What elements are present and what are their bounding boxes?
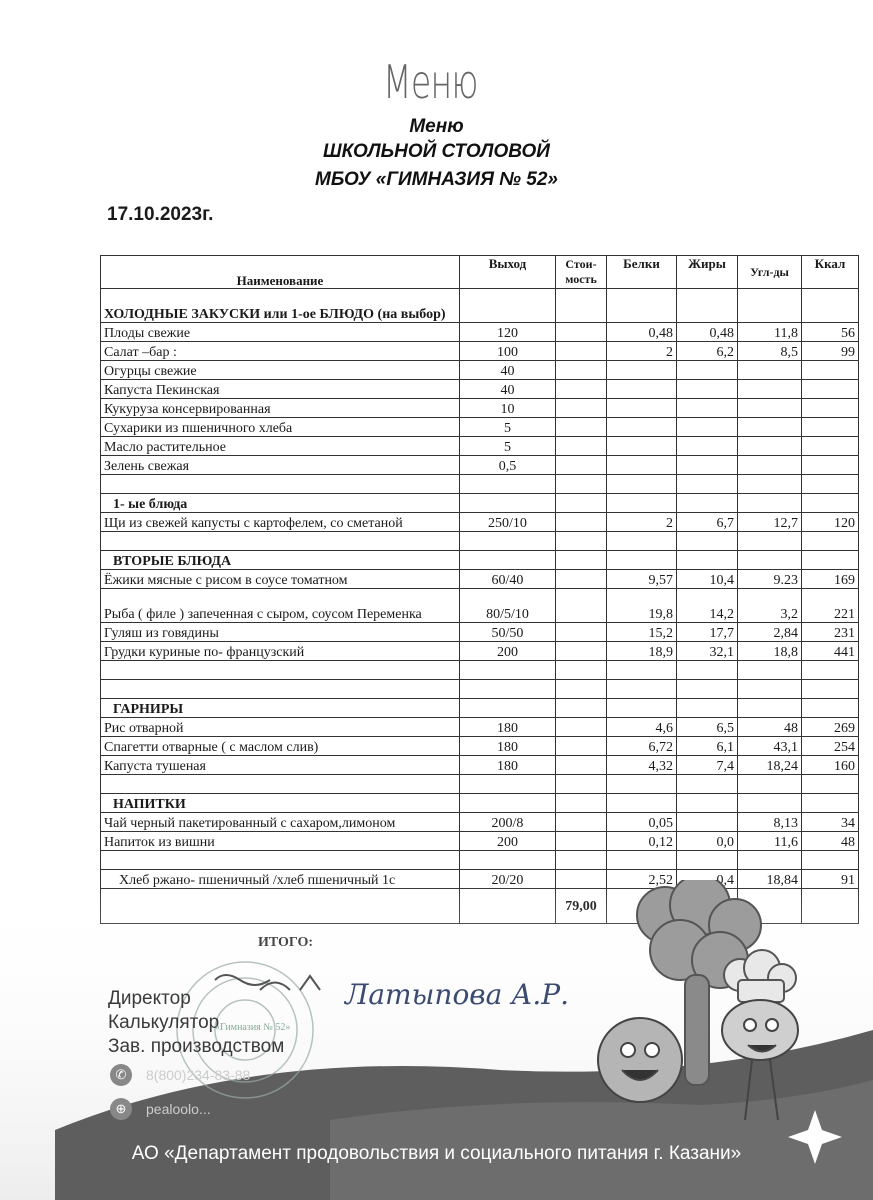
table-row — [101, 361, 859, 380]
table-row — [101, 475, 859, 494]
calculator-label: Калькулятор — [108, 1012, 220, 1033]
cell-fat — [677, 813, 738, 832]
cell-protein — [607, 551, 677, 570]
cell-protein: 6,72 — [607, 737, 677, 756]
cell-carbs: 18,24 — [738, 756, 802, 775]
header-name: Наименование — [101, 256, 460, 289]
table-row — [101, 680, 859, 699]
cell-kcal — [802, 289, 859, 323]
cell-cost — [556, 794, 607, 813]
cell-output — [460, 775, 556, 794]
cell-cost — [556, 494, 607, 513]
cell-cost — [556, 323, 607, 342]
table-row — [101, 551, 859, 570]
cell-name: Сухарики из пшеничного хлеба — [101, 418, 460, 437]
cell-fat — [677, 399, 738, 418]
cell-protein — [607, 680, 677, 699]
cell-fat — [677, 794, 738, 813]
footer-organization: АО «Департамент продовольствия и социального питания г. Казани» — [131, 1143, 742, 1164]
cell-kcal — [802, 851, 859, 870]
table-row — [101, 513, 859, 532]
cell-name: Кукуруза консервированная — [101, 399, 460, 418]
menu-title: Меню — [409, 116, 464, 137]
cell-cost — [556, 832, 607, 851]
cell-cost — [556, 513, 607, 532]
cell-protein: 4,32 — [607, 756, 677, 775]
menu-date: 17.10.2023г. — [107, 204, 214, 225]
cell-output — [460, 475, 556, 494]
table-row — [101, 289, 859, 323]
phone-icon: ✆ — [110, 1064, 132, 1086]
cell-cost — [556, 289, 607, 323]
cell-kcal — [802, 661, 859, 680]
cell-carbs: 9.23 — [738, 570, 802, 589]
cell-output: 180 — [460, 737, 556, 756]
cell-cost — [556, 661, 607, 680]
table-row — [101, 456, 859, 475]
cell-carbs — [738, 456, 802, 475]
cell-kcal — [802, 399, 859, 418]
cell-kcal: 221 — [802, 589, 859, 623]
cell-protein: 0,48 — [607, 323, 677, 342]
cell-carbs — [738, 851, 802, 870]
cell-carbs — [738, 794, 802, 813]
cell-output: 80/5/10 — [460, 589, 556, 623]
cell-protein — [607, 399, 677, 418]
cell-cost — [556, 418, 607, 437]
cell-protein: 2 — [607, 513, 677, 532]
header-carbs: Угл-ды — [738, 256, 802, 289]
header-output: Выход — [460, 256, 556, 289]
cell-name: Грудки куриные по- французский — [101, 642, 460, 661]
header-kcal: Ккал — [802, 256, 859, 289]
cell-fat — [677, 380, 738, 399]
cell-protein — [607, 775, 677, 794]
cell-name: Плоды свежие — [101, 323, 460, 342]
cell-name: Напиток из вишни — [101, 832, 460, 851]
table-row — [101, 737, 859, 756]
header-fat: Жиры — [677, 256, 738, 289]
cell-output — [460, 551, 556, 570]
cell-output: 10 — [460, 399, 556, 418]
cell-name: Салат –бар : — [101, 342, 460, 361]
cell-cost — [556, 437, 607, 456]
cell-cost — [556, 456, 607, 475]
director-label: Директор — [108, 988, 191, 1009]
table-row — [101, 570, 859, 589]
cell-cost — [556, 699, 607, 718]
cell-cost — [556, 642, 607, 661]
cell-output — [460, 794, 556, 813]
cell-name — [101, 661, 460, 680]
cell-name: Зелень свежая — [101, 456, 460, 475]
table-row — [101, 699, 859, 718]
cell-protein — [607, 418, 677, 437]
cell-kcal: 48 — [802, 832, 859, 851]
cell-protein: 4,6 — [607, 718, 677, 737]
table-row — [101, 851, 859, 870]
cell-output: 5 — [460, 418, 556, 437]
website-text: pealoolo... — [146, 1101, 211, 1117]
cell-kcal: 120 — [802, 513, 859, 532]
cell-carbs — [738, 399, 802, 418]
cell-cost — [556, 851, 607, 870]
cell-protein — [607, 361, 677, 380]
cell-name — [101, 532, 460, 551]
cell-output: 200 — [460, 832, 556, 851]
cell-output: 100 — [460, 342, 556, 361]
cell-fat: 17,7 — [677, 623, 738, 642]
cell-kcal: 269 — [802, 718, 859, 737]
cell-output: 180 — [460, 718, 556, 737]
cell-output: 50/50 — [460, 623, 556, 642]
cell-cost — [556, 623, 607, 642]
cell-carbs — [738, 437, 802, 456]
cell-fat: 6,5 — [677, 718, 738, 737]
cell-fat — [677, 456, 738, 475]
table-row — [101, 418, 859, 437]
cell-fat — [677, 699, 738, 718]
cell-protein: 0,12 — [607, 832, 677, 851]
cell-name — [101, 680, 460, 699]
cell-name — [101, 475, 460, 494]
cell-output — [460, 289, 556, 323]
table-row — [101, 794, 859, 813]
cell-fat — [677, 418, 738, 437]
cell-cost — [556, 756, 607, 775]
cell-output: 200 — [460, 642, 556, 661]
cell-cost — [556, 589, 607, 623]
cell-kcal: 99 — [802, 342, 859, 361]
cell-output — [460, 680, 556, 699]
cell-kcal — [802, 437, 859, 456]
cell-cost — [556, 475, 607, 494]
cell-kcal — [802, 494, 859, 513]
cell-kcal: 231 — [802, 623, 859, 642]
cell-name: Рис отварной — [101, 718, 460, 737]
cell-carbs — [738, 661, 802, 680]
cell-name: Капуста тушеная — [101, 756, 460, 775]
cell-protein — [607, 661, 677, 680]
cell-carbs: 8,13 — [738, 813, 802, 832]
cell-cost — [556, 570, 607, 589]
cell-protein — [607, 437, 677, 456]
cell-protein — [607, 699, 677, 718]
cell-kcal: 441 — [802, 642, 859, 661]
cell-protein — [607, 494, 677, 513]
cell-cost — [556, 737, 607, 756]
cell-protein — [607, 289, 677, 323]
table-row — [101, 532, 859, 551]
cell-name: Чай черный пакетированный с сахаром,лимоном — [101, 813, 460, 832]
cell-kcal — [802, 456, 859, 475]
cell-carbs: 43,1 — [738, 737, 802, 756]
cell-cost — [556, 680, 607, 699]
school-title: МБОУ «ГИМНАЗИЯ № 52» — [315, 169, 558, 190]
cell-carbs — [738, 418, 802, 437]
phone-number: 8(800)234-83-88 — [146, 1067, 251, 1083]
cell-kcal — [802, 418, 859, 437]
cell-output — [460, 532, 556, 551]
cell-protein: 15,2 — [607, 623, 677, 642]
cell-protein — [607, 794, 677, 813]
table-row — [101, 380, 859, 399]
cell-fat — [677, 475, 738, 494]
cell-name: ГАРНИРЫ — [101, 699, 460, 718]
cell-output: 250/10 — [460, 513, 556, 532]
cell-kcal — [802, 775, 859, 794]
cell-carbs — [738, 551, 802, 570]
cell-cost — [556, 775, 607, 794]
table-row — [101, 623, 859, 642]
cell-name: ХОЛОДНЫЕ ЗАКУСКИ или 1-ое БЛЮДО (на выбор) — [101, 289, 460, 323]
table-row — [101, 661, 859, 680]
signed-name: Латыпова А.Р. — [345, 978, 570, 1011]
table-row — [101, 342, 859, 361]
canteen-title: ШКОЛЬНОЙ СТОЛОВОЙ — [323, 141, 550, 162]
cell-name: НАПИТКИ — [101, 794, 460, 813]
globe-icon: ⊕ — [110, 1098, 132, 1120]
cell-kcal — [802, 680, 859, 699]
cell-cost — [556, 718, 607, 737]
cell-protein: 19,8 — [607, 589, 677, 623]
cell-output: 180 — [460, 756, 556, 775]
cell-kcal — [802, 475, 859, 494]
cell-carbs — [738, 699, 802, 718]
cell-kcal — [802, 532, 859, 551]
cell-output: 40 — [460, 361, 556, 380]
cell-fat: 32,1 — [677, 642, 738, 661]
cell-carbs — [738, 380, 802, 399]
table-body — [101, 289, 859, 924]
stamp-text: «Гимназия № 52» — [215, 1022, 291, 1033]
cell-protein: 2 — [607, 342, 677, 361]
cell-fat — [677, 532, 738, 551]
table-row — [101, 437, 859, 456]
cell-protein: 9,57 — [607, 570, 677, 589]
cell-cost — [556, 342, 607, 361]
cell-fat: 0,0 — [677, 832, 738, 851]
table-row — [101, 718, 859, 737]
menu-table — [100, 255, 859, 924]
cell-name: Ёжики мясные с рисом в соусе томатном — [101, 570, 460, 589]
cell-name: Рыба ( филе ) запеченная с сыром, соусом Переменка — [101, 589, 460, 623]
cell-fat: 6,2 — [677, 342, 738, 361]
cell-fat: 6,1 — [677, 737, 738, 756]
cell-fat — [677, 661, 738, 680]
cell-fat — [677, 775, 738, 794]
cell-protein — [607, 456, 677, 475]
handwritten-menu-word: Меню — [383, 55, 478, 109]
cell-output: 0,5 — [460, 456, 556, 475]
cell-protein: 0,05 — [607, 813, 677, 832]
cell-name: Спагетти отварные ( с маслом слив) — [101, 737, 460, 756]
cell-fat: 10,4 — [677, 570, 738, 589]
cell-cost — [556, 532, 607, 551]
cell-cost — [556, 380, 607, 399]
potato-character-icon — [598, 1018, 682, 1102]
cell-cost — [556, 551, 607, 570]
cell-fat — [677, 361, 738, 380]
cell-fat — [677, 494, 738, 513]
cell-carbs — [738, 680, 802, 699]
cell-name: Масло растительное — [101, 437, 460, 456]
cell-fat — [677, 680, 738, 699]
cell-cost — [556, 399, 607, 418]
table-row — [101, 399, 859, 418]
cell-kcal — [802, 551, 859, 570]
cell-name: Капуста Пекинская — [101, 380, 460, 399]
header-protein: Белки — [607, 256, 677, 289]
cell-cost — [556, 361, 607, 380]
cell-carbs — [738, 494, 802, 513]
cell-carbs: 18,8 — [738, 642, 802, 661]
cell-fat — [677, 551, 738, 570]
cell-kcal — [802, 380, 859, 399]
cell-name: Щи из свежей капусты с картофелем, со сметаной — [101, 513, 460, 532]
table-row — [101, 323, 859, 342]
cell-output — [460, 494, 556, 513]
cell-name — [101, 851, 460, 870]
cell-kcal — [802, 361, 859, 380]
table-row — [101, 756, 859, 775]
cell-carbs: 3,2 — [738, 589, 802, 623]
cell-name: 1- ые блюда — [101, 494, 460, 513]
cell-protein — [607, 475, 677, 494]
cell-fat: 7,4 — [677, 756, 738, 775]
table-row — [101, 642, 859, 661]
cell-kcal: 56 — [802, 323, 859, 342]
cell-carbs — [738, 532, 802, 551]
cell-fat — [677, 851, 738, 870]
cell-carbs — [738, 775, 802, 794]
cell-kcal: 169 — [802, 570, 859, 589]
cell-kcal: 34 — [802, 813, 859, 832]
cell-fat — [677, 289, 738, 323]
table-row — [101, 589, 859, 623]
cell-protein — [607, 851, 677, 870]
table-row — [101, 775, 859, 794]
cell-name — [101, 775, 460, 794]
table-row — [101, 494, 859, 513]
cell-fat: 6,7 — [677, 513, 738, 532]
header-cost: Стои-мость — [556, 256, 607, 289]
cell-output: 200/8 — [460, 813, 556, 832]
cell-fat: 14,2 — [677, 589, 738, 623]
cell-carbs — [738, 361, 802, 380]
cell-output — [460, 661, 556, 680]
cell-carbs — [738, 289, 802, 323]
cell-kcal: 254 — [802, 737, 859, 756]
cell-output — [460, 699, 556, 718]
cell-output: 5 — [460, 437, 556, 456]
cell-cost — [556, 813, 607, 832]
table-header-row — [101, 256, 859, 289]
manager-label: Зав. производством — [108, 1036, 285, 1057]
cell-name: Огурцы свежие — [101, 361, 460, 380]
cell-carbs: 11,8 — [738, 323, 802, 342]
cell-name: ВТОРЫЕ БЛЮДА — [101, 551, 460, 570]
cell-protein: 18,9 — [607, 642, 677, 661]
cell-output — [460, 851, 556, 870]
cell-carbs: 2,84 — [738, 623, 802, 642]
cell-carbs: 11,6 — [738, 832, 802, 851]
cell-protein — [607, 532, 677, 551]
table-row — [101, 813, 859, 832]
table-row — [101, 832, 859, 851]
cell-carbs: 8,5 — [738, 342, 802, 361]
cell-name: Гуляш из говядины — [101, 623, 460, 642]
cell-output: 120 — [460, 323, 556, 342]
cell-output: 40 — [460, 380, 556, 399]
cell-fat — [677, 437, 738, 456]
cell-kcal — [802, 794, 859, 813]
cell-protein — [607, 380, 677, 399]
cell-carbs: 48 — [738, 718, 802, 737]
cell-kcal — [802, 699, 859, 718]
cell-output: 60/40 — [460, 570, 556, 589]
cell-carbs: 12,7 — [738, 513, 802, 532]
cell-carbs — [738, 475, 802, 494]
cell-kcal: 160 — [802, 756, 859, 775]
cell-fat: 0,48 — [677, 323, 738, 342]
